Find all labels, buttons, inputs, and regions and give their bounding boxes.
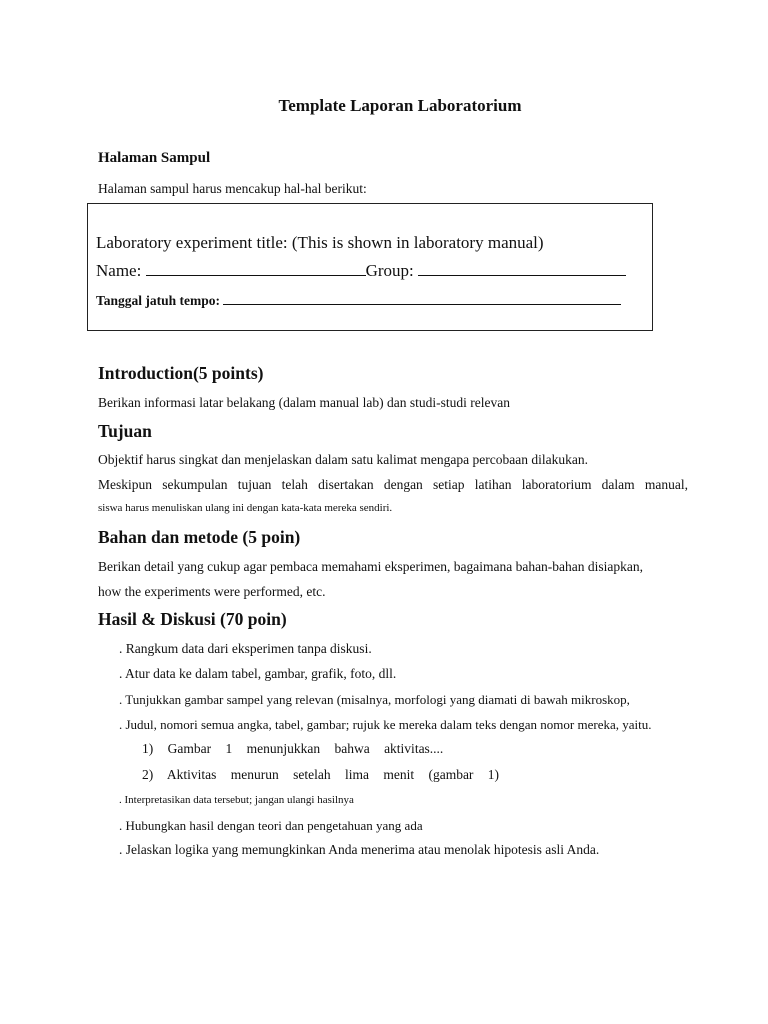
bahan-line-2: how the experiments were performed, etc. — [98, 584, 326, 599]
cover-info-box — [87, 203, 653, 331]
hasil-item-7: . Jelaskan logika yang memungkinkan Anda menerima atau menolak hipotesis asli Anda. — [119, 842, 600, 857]
due-date-line — [96, 293, 621, 309]
hasil-item-5: . Interpretasikan data tersebut; jangan ulangi hasilnya — [119, 794, 354, 806]
experiment-title-line: Laboratory experiment title: (This is shown in laboratory manual) — [96, 233, 544, 252]
due-date-label: Tanggal jatuh tempo: — [96, 293, 221, 308]
bahan-heading: Bahan dan metode (5 poin) — [98, 527, 301, 547]
name-group-line — [96, 261, 626, 281]
name-blank — [146, 274, 366, 276]
hasil-item-4: . Judul, nomori semua angka, tabel, gambar; rujuk ke mereka dalam teks dengan nomor mereka, yaitu. — [119, 717, 652, 732]
name-label: Name: — [96, 261, 142, 280]
tujuan-line-2: Meskipun sekumpulan tujuan telah disertakan dengan setiap latihan laboratorium dalam manual, — [98, 477, 688, 492]
introduction-heading: Introduction(5 points) — [98, 363, 264, 383]
page-title: Template Laporan Laboratorium — [278, 96, 522, 115]
hasil-item-3: . Tunjukkan gambar sampel yang relevan (misalnya, morfologi yang diamati di bawah mikroskop, — [119, 692, 630, 707]
hasil-heading: Hasil & Diskusi (70 poin) — [98, 609, 287, 629]
tujuan-line-3: siswa harus menuliskan ulang ini dengan kata-kata mereka sendiri. — [98, 502, 393, 514]
bahan-line-1: Berikan detail yang cukup agar pembaca memahami eksperimen, bagaimana bahan-bahan disiapkan, — [98, 559, 644, 574]
hasil-item-2: . Atur data ke dalam tabel, gambar, grafik, foto, dll. — [119, 666, 397, 681]
tujuan-line-1: Objektif harus singkat dan menjelaskan dalam satu kalimat mengapa percobaan dilakukan. — [98, 452, 588, 467]
introduction-text: Berikan informasi latar belakang (dalam manual lab) dan studi-studi relevan — [98, 395, 510, 410]
due-date-blank — [223, 303, 621, 305]
hasil-item-1: . Rangkum data dari eksperimen tanpa diskusi. — [119, 641, 372, 656]
tujuan-heading: Tujuan — [98, 421, 152, 441]
hasil-item-6: . Hubungkan hasil dengan teori dan pengetahuan yang ada — [119, 818, 423, 833]
cover-heading: Halaman Sampul — [98, 150, 211, 166]
group-label: Group: — [365, 261, 414, 280]
group-blank — [418, 274, 626, 276]
cover-intro: Halaman sampul harus mencakup hal-hal berikut: — [98, 181, 367, 196]
numbered-item-1: 1) Gambar 1 menunjukkan bahwa aktivitas.... — [142, 741, 444, 756]
numbered-item-2: 2) Aktivitas menurun setelah lima menit (gambar 1) — [142, 767, 500, 782]
